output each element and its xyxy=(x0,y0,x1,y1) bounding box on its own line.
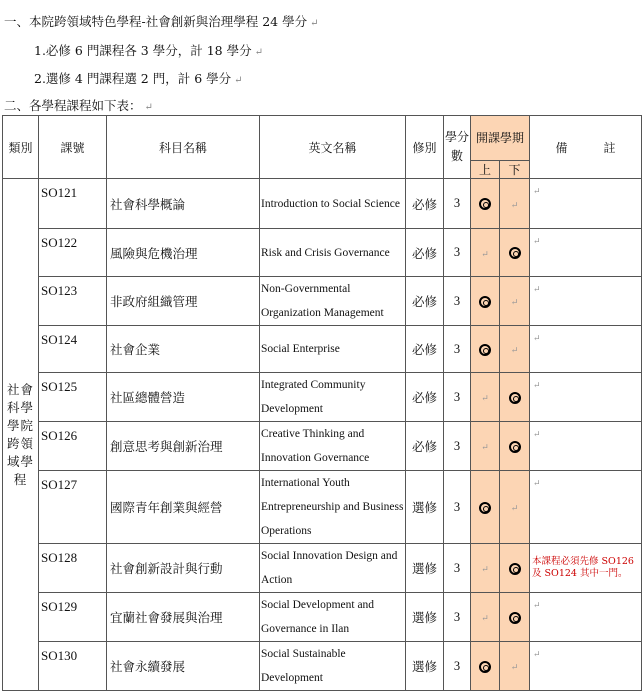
second-semester-cell xyxy=(500,373,530,422)
course-credits: 3 xyxy=(444,373,471,422)
course-table xyxy=(2,115,642,691)
second-semester-cell xyxy=(500,422,530,471)
course-remark-empty: ↵ xyxy=(530,277,642,326)
course-code: SO124 xyxy=(39,326,107,373)
course-code: SO122 xyxy=(39,229,107,277)
offered-mark-icon xyxy=(479,198,491,210)
course-english-name: Social Enterprise xyxy=(260,326,406,373)
course-name: 非政府組織管理 xyxy=(107,277,260,326)
table-row xyxy=(3,471,642,544)
course-name: 宜蘭社會發展與治理 xyxy=(107,593,260,642)
course-code: SO127 xyxy=(39,471,107,544)
second-semester-cell: ↵ xyxy=(500,326,530,373)
offered-mark-icon xyxy=(479,296,491,308)
course-code: SO123 xyxy=(39,277,107,326)
header-first-semester: 上 xyxy=(471,161,500,179)
offered-mark-icon xyxy=(479,344,491,356)
header-code: 課號 xyxy=(39,116,107,179)
course-remark-empty: ↵ xyxy=(530,422,642,471)
second-semester-cell: ↵ xyxy=(500,642,530,691)
course-type: 選修 xyxy=(406,593,444,642)
course-type: 必修 xyxy=(406,326,444,373)
first-semester-cell xyxy=(471,326,500,373)
course-english-name: Integrated Community Development xyxy=(260,373,406,422)
course-remark-empty: ↵ xyxy=(530,593,642,642)
offered-mark-icon xyxy=(509,392,521,404)
course-credits: 3 xyxy=(444,471,471,544)
first-semester-cell: ↵ xyxy=(471,593,500,642)
course-name: 社會科學概論 xyxy=(107,179,260,229)
table-row xyxy=(3,593,642,642)
course-name: 創意思考與創新治理 xyxy=(107,422,260,471)
offered-mark-icon xyxy=(479,661,491,673)
course-name: 社會永續發展 xyxy=(107,642,260,691)
second-semester-cell xyxy=(500,593,530,642)
header-second-semester: 下 xyxy=(500,161,530,179)
course-credits: 3 xyxy=(444,229,471,277)
table-row xyxy=(3,544,642,593)
course-remark-empty: ↵ xyxy=(530,373,642,422)
first-semester-cell xyxy=(471,277,500,326)
first-semester-cell: ↵ xyxy=(471,229,500,277)
second-semester-cell: ↵ xyxy=(500,277,530,326)
course-credits: 3 xyxy=(444,593,471,642)
offered-mark-icon xyxy=(509,563,521,575)
course-type: 選修 xyxy=(406,642,444,691)
table-row xyxy=(3,277,642,326)
course-type: 必修 xyxy=(406,373,444,422)
second-semester-cell: ↵ xyxy=(500,471,530,544)
intro-line-1: 一、本院跨領域特色學程-社會創新與治理學程 24 學分 ↵ xyxy=(4,14,319,29)
course-remark-empty: ↵ xyxy=(530,326,642,373)
course-name: 社會企業 xyxy=(107,326,260,373)
course-name: 風險與危機治理 xyxy=(107,229,260,277)
course-remark-empty: ↵ xyxy=(530,229,642,277)
header-credits: 學分數 xyxy=(444,116,471,179)
course-remark-empty: ↵ xyxy=(530,471,642,544)
course-name: 社會創新設計與行動 xyxy=(107,544,260,593)
course-type: 必修 xyxy=(406,229,444,277)
course-code: SO130 xyxy=(39,642,107,691)
header-category: 類別 xyxy=(3,116,39,179)
course-type: 必修 xyxy=(406,422,444,471)
course-credits: 3 xyxy=(444,326,471,373)
table-row xyxy=(3,179,642,229)
course-english-name: Social Innovation Design and Action xyxy=(260,544,406,593)
category-cell: 社會科學學院跨領域學程 xyxy=(3,179,39,691)
course-english-name: Risk and Crisis Governance xyxy=(260,229,406,277)
course-remark-empty: ↵ xyxy=(530,179,642,229)
intro-line-4: 二、各學程課程如下表： ↵ xyxy=(4,98,153,113)
intro-line-2: 1.必修 6 門課程各 3 學分，計 18 學分 ↵ xyxy=(34,43,263,58)
course-table-body xyxy=(3,179,642,691)
first-semester-cell: ↵ xyxy=(471,373,500,422)
table-row xyxy=(3,229,642,277)
course-code: SO126 xyxy=(39,422,107,471)
course-english-name: Creative Thinking and Innovation Governance xyxy=(260,422,406,471)
table-row xyxy=(3,326,642,373)
course-credits: 3 xyxy=(444,277,471,326)
course-type: 必修 xyxy=(406,179,444,229)
offered-mark-icon xyxy=(509,612,521,624)
first-semester-cell: ↵ xyxy=(471,422,500,471)
table-row xyxy=(3,373,642,422)
course-type: 必修 xyxy=(406,277,444,326)
offered-mark-icon xyxy=(509,247,521,259)
course-english-name: Non-Governmental Organization Management xyxy=(260,277,406,326)
course-english-name: Introduction to Social Science xyxy=(260,179,406,229)
course-code: SO125 xyxy=(39,373,107,422)
table-row xyxy=(3,422,642,471)
first-semester-cell xyxy=(471,642,500,691)
header-name: 科目名稱 xyxy=(107,116,260,179)
first-semester-cell xyxy=(471,471,500,544)
course-credits: 3 xyxy=(444,642,471,691)
course-english-name: International Youth Entrepreneurship and Business Operations xyxy=(260,471,406,544)
second-semester-cell: ↵ xyxy=(500,179,530,229)
course-credits: 3 xyxy=(444,422,471,471)
header-type: 修別 xyxy=(406,116,444,179)
offered-mark-icon xyxy=(509,441,521,453)
course-english-name: Social Sustainable Development xyxy=(260,642,406,691)
course-type: 選修 xyxy=(406,471,444,544)
first-semester-cell xyxy=(471,179,500,229)
course-name: 社區總體營造 xyxy=(107,373,260,422)
course-remark-empty: ↵ xyxy=(530,642,642,691)
course-english-name: Social Development and Governance in Ilan xyxy=(260,593,406,642)
course-code: SO129 xyxy=(39,593,107,642)
table-row xyxy=(3,642,642,691)
header-semester: 開課學期 xyxy=(471,116,530,161)
second-semester-cell xyxy=(500,229,530,277)
first-semester-cell: ↵ xyxy=(471,544,500,593)
course-code: SO121 xyxy=(39,179,107,229)
course-type: 選修 xyxy=(406,544,444,593)
course-name: 國際青年創業與經營 xyxy=(107,471,260,544)
offered-mark-icon xyxy=(479,502,491,514)
second-semester-cell xyxy=(500,544,530,593)
course-code: SO128 xyxy=(39,544,107,593)
intro-line-3: 2.選修 4 門課程選 2 門，計 6 學分 ↵ xyxy=(34,71,243,86)
header-english: 英文名稱 xyxy=(260,116,406,179)
course-credits: 3 xyxy=(444,544,471,593)
course-credits: 3 xyxy=(444,179,471,229)
course-remark: 本課程必須先修 SO126 及 SO124 其中一門。 xyxy=(530,544,642,593)
header-remarks: 備 註 xyxy=(530,116,642,179)
